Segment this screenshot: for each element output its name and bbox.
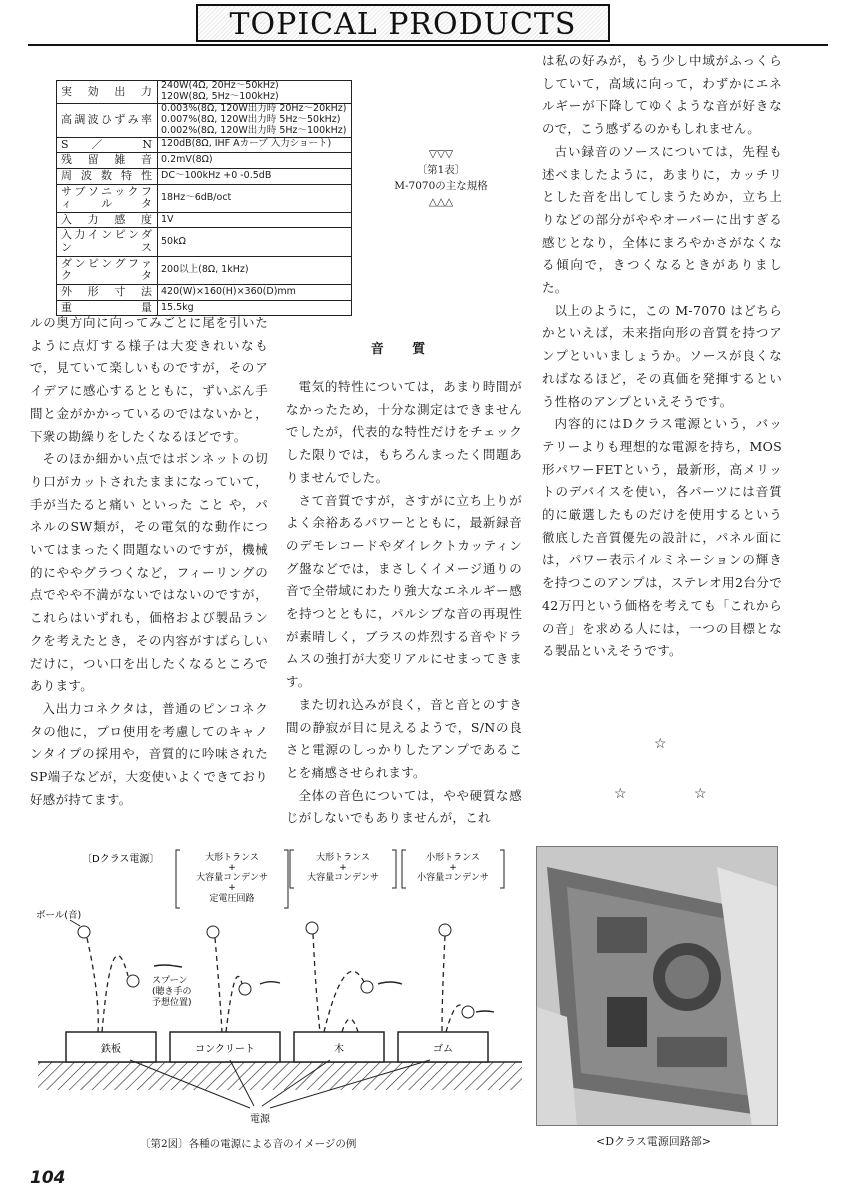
ball-icon xyxy=(207,926,219,938)
block-label-wood: 木 xyxy=(334,1044,344,1055)
spec-label: 高調波ひずみ率 xyxy=(57,103,158,137)
spec-row xyxy=(57,184,352,212)
spec-row xyxy=(57,137,352,153)
block-label-iron: 鉄板 xyxy=(101,1044,121,1055)
spec-value-line: 420(W)×160(H)×360(D)mm xyxy=(161,285,296,297)
spec-value xyxy=(158,184,352,212)
table-caption-label: 〔第1表〕 xyxy=(416,164,466,176)
spec-row xyxy=(57,103,352,137)
svg-text:+: + xyxy=(449,863,457,873)
paragraph: そのほか細かい点ではボンネットの切り口がカットされたままになっていて，手が当たると痛い といった こと や，パネルのSW類が，その電気的な動作についてはまったく問題ないのですが，機械的にややグラつくなど，フィーリングの点でやや不満がないではないのですが，これらはいずれも，価格および製品ランクを考えたとき，その内容がすばらしいだけに，つい口を出したくなるところであります。 xyxy=(30,451,268,694)
table-caption-marks-top: ▽▽▽ xyxy=(428,148,454,160)
figure-2-caption: 〔第2図〕各種の電源による音のイメージの例 xyxy=(140,1138,357,1150)
spec-row xyxy=(57,153,352,169)
spec-value xyxy=(158,228,352,256)
header-banner xyxy=(196,4,610,42)
ball-label: ボール(音) xyxy=(36,910,82,921)
svg-text:大容量コンデンサ: 大容量コンデンサ xyxy=(196,873,268,883)
d-class-label: 〔Dクラス電源〕 xyxy=(82,854,160,865)
box-2 xyxy=(290,850,396,888)
spec-value xyxy=(158,81,352,104)
paragraph: 以上のように，この M-7070 はどちらかといえば，未来指向形の音質を持つアンプといいましょうか。ソースが良くなればなるほど，その真価を発揮するという性格のアンプといえそうです。 xyxy=(542,302,782,409)
paragraph: ルの奥方向に向ってみごとに尾を引いたように点灯する様子は大変きれいなもで，見ていて楽しいものですが，そのアイデアに感心するとともに，ずいぶん手間と金がかかっているのではないかと，下衆の勘繰りをしたくなるほどです。 xyxy=(30,315,268,444)
ball-icon xyxy=(127,975,139,987)
svg-text:+: + xyxy=(228,883,236,893)
star-icon: ☆ xyxy=(654,736,667,752)
header-title: TOPICAL PRODUCTS xyxy=(229,7,577,42)
spec-label: ダンピングファクタ xyxy=(57,256,158,284)
ball-icon xyxy=(361,981,373,993)
spec-value-line: 120dB(8Ω, IHF Aカーブ 入力ショート) xyxy=(161,138,332,150)
spec-value-line: 120W(8Ω, 5Hz～100kHz) xyxy=(161,90,279,102)
spec-row xyxy=(57,212,352,228)
spec-value xyxy=(158,153,352,169)
spec-label: 重 量 xyxy=(57,300,158,316)
svg-text:定電圧回路: 定電圧回路 xyxy=(209,894,255,904)
ball-icon xyxy=(306,922,318,934)
spec-value-line: 18Hz～6dB/oct xyxy=(161,191,232,203)
svg-text:(聴き手の: (聴き手の xyxy=(152,987,192,997)
page-number: 104 xyxy=(30,1168,66,1188)
spec-value xyxy=(158,168,352,184)
spec-value-line: 0.002%(8Ω, 120W出力時 5Hz～100kHz) xyxy=(161,124,347,136)
paragraph: 電気的特性については，あまり時間がなかったため，十分な測定はできませんでしたが，代表的な特性だけをチェックした限りでは，もちろんまったく問題ありませんでした。 xyxy=(286,379,522,485)
spec-value xyxy=(158,285,352,301)
paragraph: 内容的にはDクラス電源という，バッテリーよりも理想的な電源を持ち，MOS形パワーFETという，最新形，高メリットのデバイスを使い，各パーツには音質的に厳選したものだけを使用するという徹底した音質優先の設計に，パネル面には，パワー表示イルミネーションの輝きを持つこのアンプは，ステレオ用2台分で42万円という価格を考えても「これからの音」を求める人には，一つの目標となる製品といえそうです。 xyxy=(542,416,782,659)
spec-value-line: 0.007%(8Ω, 120W出力時 5Hz～50kHz) xyxy=(161,113,341,125)
spec-label: 入力インピンダンス xyxy=(57,228,158,256)
spec-label: 外 形 寸 法 xyxy=(57,285,158,301)
spec-label: 実 効 出 力 xyxy=(57,81,158,104)
spec-value-line: DC～100kHz +0 -0.5dB xyxy=(161,169,272,181)
table-caption-marks-bottom: △△△ xyxy=(428,196,454,208)
svg-text:小容量コンデンサ: 小容量コンデンサ xyxy=(417,873,489,883)
paragraph: 全体の音色については，やや硬質な感じがしないでもありませんが，これ xyxy=(286,787,522,826)
svg-text:小形トランス: 小形トランス xyxy=(426,853,480,863)
spec-value xyxy=(158,103,352,137)
spec-value-line: 1V xyxy=(161,213,174,225)
spec-value-line: 15.5kg xyxy=(161,301,194,313)
spec-value xyxy=(158,212,352,228)
circuit-photo xyxy=(536,846,778,1126)
spec-table xyxy=(56,80,352,316)
spec-row xyxy=(57,168,352,184)
spec-row xyxy=(57,81,352,104)
ball-icon xyxy=(78,926,90,938)
spec-row xyxy=(57,285,352,301)
box-3 xyxy=(402,850,504,888)
svg-text:予想位置): 予想位置) xyxy=(152,998,192,1008)
spec-value-line: 240W(4Ω, 20Hz～50kHz) xyxy=(161,80,279,91)
photo-caption: <Dクラス電源回路部> xyxy=(596,1135,711,1148)
svg-text:+: + xyxy=(228,863,236,873)
spec-value-line: 0.003%(8Ω, 120W出力時 20Hz～20kHz) xyxy=(161,102,347,114)
header-rule xyxy=(28,44,828,46)
section-heading: 音 質 xyxy=(370,342,438,357)
paragraph: は私の好みが，もう少し中域がふっくらしていて，高域に向って，わずかにエネルギーが下降してゆくような音が好きなので，こう感ずるのかもしれません。 xyxy=(542,53,782,137)
article-column-3 xyxy=(542,50,782,663)
block-label-rubber: ゴム xyxy=(433,1044,453,1055)
paragraph: また切れ込みが良く，音と音とのすき間の静寂が目に見えるようで，S/Nの良さと電源のしっかりしたアンプであることを痛感させられます。 xyxy=(286,696,522,780)
spec-value xyxy=(158,137,352,153)
paragraph: さて音質ですが，さすがに立ち上りがよく余裕あるパワーとともに，最新録音のデモレコードやダイレクトカッティング盤などでは，まさしくイメージ通りの音で全帯域にわたり強大なエネルギー感を持つとともに，パルシブな音の再現性が素晴しく，ブラスの炸烈する音やドラムスの強打が大変リアルにせまってきます。 xyxy=(286,492,522,690)
spec-row xyxy=(57,256,352,284)
ball-icon xyxy=(239,983,251,995)
star-icon: ☆ xyxy=(614,786,627,802)
article-column-1 xyxy=(30,312,268,811)
svg-text:大形トランス: 大形トランス xyxy=(316,853,370,863)
spec-value xyxy=(158,256,352,284)
spec-label: S ／ N xyxy=(57,137,158,153)
figure-2-diagram xyxy=(30,846,530,1136)
box-1 xyxy=(176,850,288,908)
spec-label: 入 力 感 度 xyxy=(57,212,158,228)
block-label-concrete: コンクリート xyxy=(195,1044,255,1055)
spec-value-line: 0.2mV(8Ω) xyxy=(161,154,213,166)
spec-label: サブソニックフィルタ xyxy=(57,184,158,212)
spec-value-line: 200以上(8Ω, 1kHz) xyxy=(161,263,249,275)
star-icon: ☆ xyxy=(694,786,707,802)
paragraph: 古い録音のソースについては，先程も述べましたように，あまりに，カッチリとした音を出してしまうためか，立ち上りなどの部分がややオーバーに出すぎる感じとなり，全体にまろやかさがなくなる傾向で，きつくなるときがありました。 xyxy=(542,143,782,296)
spec-value-line: 50kΩ xyxy=(161,235,186,247)
ball-icon xyxy=(439,924,451,936)
spec-label: 残 留 雑 音 xyxy=(57,153,158,169)
svg-text:+: + xyxy=(339,863,347,873)
table-caption xyxy=(392,146,490,210)
section-end-stars xyxy=(600,736,720,806)
article-column-2 xyxy=(286,376,522,830)
spoon-label: スプーン xyxy=(152,976,188,986)
source-label: 電源 xyxy=(250,1114,270,1125)
svg-text:大容量コンデンサ: 大容量コンデンサ xyxy=(307,873,379,883)
paragraph: 入出力コネクタは，普通のピンコネクタの他に，プロ使用を考慮してのキャノンタイプの採用や，音質的に吟味されたSP端子などが，大変使いよくできており好感が持てます。 xyxy=(30,700,268,807)
svg-text:大形トランス: 大形トランス xyxy=(205,853,259,863)
spec-label: 周 波 数 特 性 xyxy=(57,168,158,184)
table-caption-title: M-7070の主な規格 xyxy=(394,180,488,192)
spec-row xyxy=(57,228,352,256)
